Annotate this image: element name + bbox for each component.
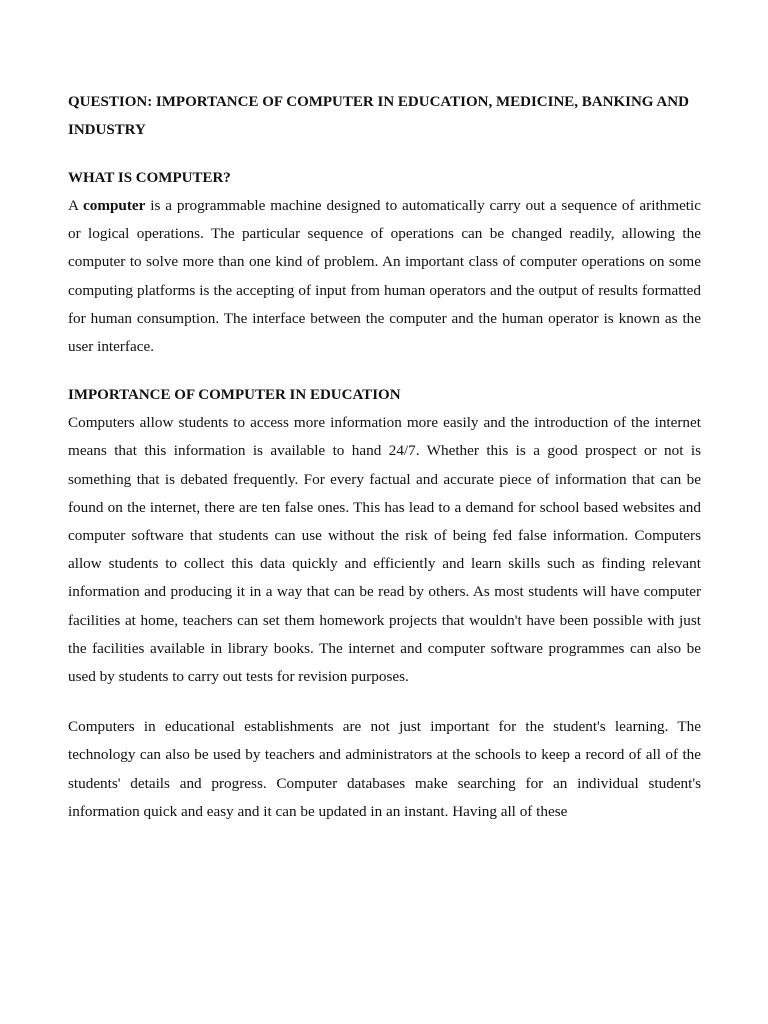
bold-term-computer: computer <box>82 197 146 214</box>
paragraph-education-2: Computers in educational establishments are not just important for the student's learning. The technology can also be used by teachers and administrators at the schools to keep a record of all of the students' details and progress. Computer databases make searching for an individual student's information quick and easy and it can be updated in an instant. Having all of these <box>68 718 701 820</box>
paragraph-education-1: Computers allow students to access more information more easily and the introduction of the internet means that this information is available to hand 24/7. Whether this is a good prospect or not is something that is debated frequently. For every factual and accurate piece of information that can be found on the internet, there are ten false ones. This has lead to a demand for school based websites and computer software that students can use without the risk of being fed false information. Computers allow students to collect this data quickly and efficiently and learn skills such as finding relevant information and producing it in a way that can be read by others. As most students will have computer facilities at home, teachers can set them homework projects that wouldn't have been possible with just the facilities available in library books. The internet and computer software programmes can also be used by students to carry out tests for revision purposes. <box>68 414 701 686</box>
paragraph-prefix: A <box>68 197 83 214</box>
paragraph-body: is a programmable machine designed to automatically carry out a sequence of arithmetic or logical operations. The particular sequence of operations can be changed readily, allowing the computer to solve more than one kind of problem. An important class of computer operations on some computing platforms is the accepting of input from human operators and the output of results formatted for human consumption. The interface between the computer and the human operator is known as the user interface. <box>68 197 701 356</box>
section-heading-education: IMPORTANCE OF COMPUTER IN EDUCATION <box>68 387 401 404</box>
document-content <box>68 88 701 826</box>
paragraph-what-is-computer <box>68 192 701 361</box>
section-heading-what-is-computer: WHAT IS COMPUTER? <box>68 170 231 186</box>
question-title: QUESTION: IMPORTANCE OF COMPUTER IN EDUCATION, MEDICINE, BANKING AND INDUSTRY <box>68 94 689 138</box>
